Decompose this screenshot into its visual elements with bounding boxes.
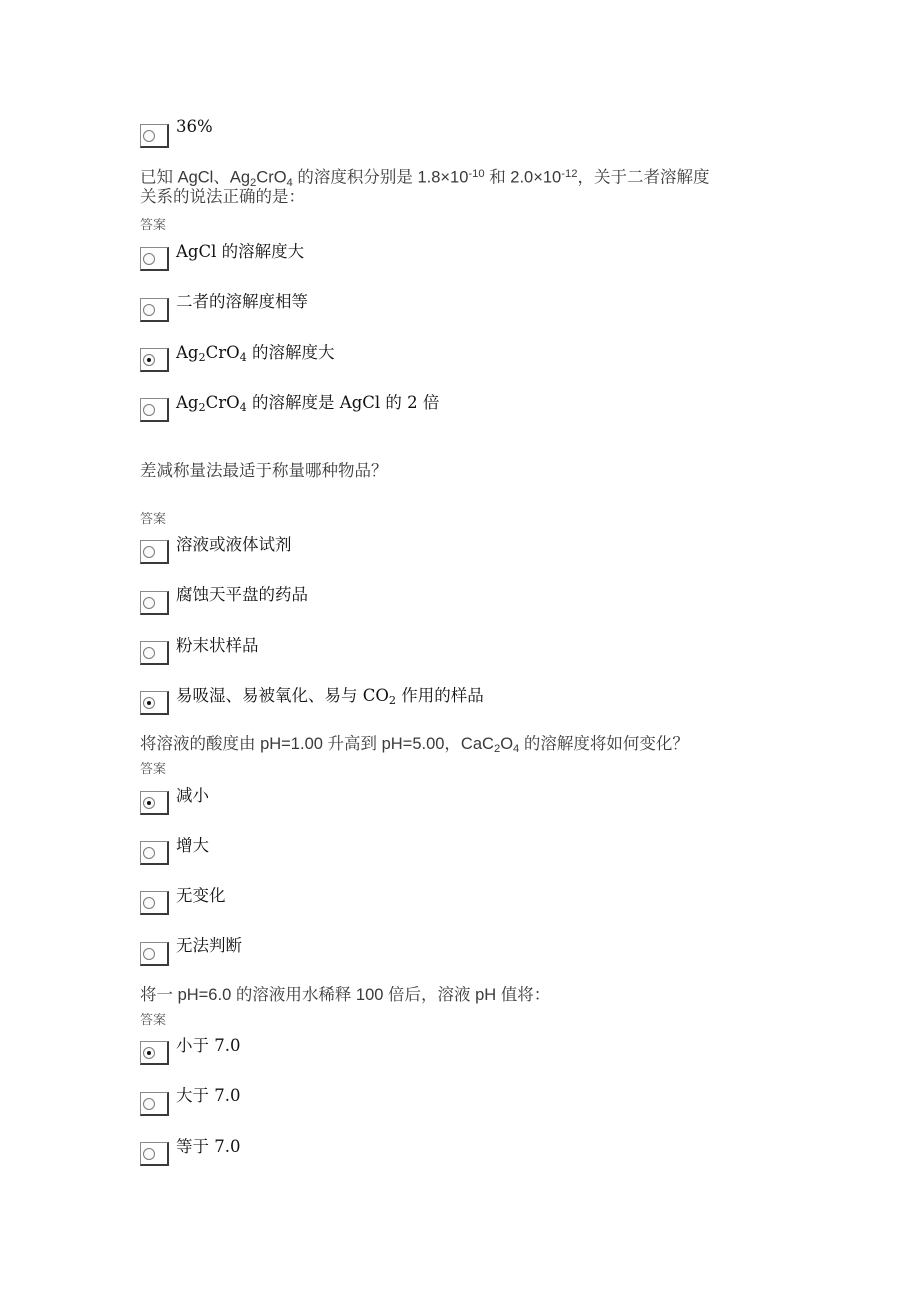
q4-option-2-box[interactable] [140,1092,169,1116]
q3-option-3-box[interactable] [140,891,169,915]
radio-button[interactable] [143,130,155,142]
q3-option-2-label: 增大 [176,836,209,855]
q1-option-2-label: 二者的溶解度相等 [176,292,308,311]
radio-button[interactable] [143,1148,155,1160]
question-2-text: 差减称量法最适于称量哪种物品？ [140,462,388,480]
radio-button[interactable] [143,253,155,265]
q2-option-2-box[interactable] [140,591,169,615]
radio-button[interactable] [143,797,155,809]
q2-option-3-label: 粉末状样品 [176,636,259,655]
q2-option-4-box[interactable] [140,691,169,715]
answer-label: 答案 [140,511,167,526]
option-36-percent-box[interactable] [140,124,169,148]
option-36-percent-label: 36% [176,117,213,136]
q3-option-2-box[interactable] [140,841,169,865]
radio-button[interactable] [143,354,155,366]
radio-button[interactable] [143,1098,155,1110]
radio-button[interactable] [143,546,155,558]
radio-button[interactable] [143,1047,155,1059]
q1-option-1-label: AgCl 的溶解度大 [176,242,305,261]
q2-option-4-label: 易吸湿、易被氧化、易与 $CO_2$ 作用的样品 [176,686,484,708]
q3-option-4-label: 无法判断 [176,936,242,955]
q2-option-1-label: 溶液或液体试剂 [176,535,292,554]
q2-option-3-box[interactable] [140,641,169,665]
answer-label: 答案 [140,1012,167,1027]
q4-option-3-box[interactable] [140,1142,169,1166]
q2-option-1-box[interactable] [140,540,169,564]
radio-button[interactable] [143,647,155,659]
q1-option-2-box[interactable] [140,298,169,322]
radio-button[interactable] [143,847,155,859]
q3-option-3-label: 无变化 [176,886,226,905]
question-1-line-1: 已知 AgCl、$Ag_2CrO_4$ 的溶度积分别是 $1.8\times 10^{-10}$ 和 $2.0\times 10^{-12}$，关于二者溶解度 [140,168,710,189]
q3-option-1-label: 减小 [176,786,209,805]
radio-button[interactable] [143,404,155,416]
answer-label: 答案 [140,217,167,232]
q1-option-4-label: $Ag_2CrO_4$ 的溶解度是 AgCl 的 2 倍 [176,393,440,415]
q1-option-4-box[interactable] [140,398,169,422]
question-4-text: 将一 pH=6.0 的溶液用水稀释 100 倍后，溶液 pH 值将： [140,986,551,1004]
radio-button[interactable] [143,304,155,316]
q2-option-2-label: 腐蚀天平盘的药品 [176,585,308,604]
answer-label: 答案 [140,761,167,776]
question-1-line-2: 关系的说法正确的是： [140,188,305,206]
q4-option-1-label: 小于 7.0 [176,1036,241,1055]
radio-button[interactable] [143,897,155,909]
q4-option-1-box[interactable] [140,1041,169,1065]
radio-button[interactable] [143,697,155,709]
radio-button[interactable] [143,948,155,960]
q1-option-3-box[interactable] [140,348,169,372]
q1-option-3-label: $Ag_2CrO_4$ 的溶解度大 [176,343,335,365]
question-3-text: 将溶液的酸度由 pH=1.00 升高到 pH=5.00，$CaC_2O_4$ 的溶解度将如何变化？ [140,735,689,756]
q1-option-1-box[interactable] [140,247,169,271]
q4-option-2-label: 大于 7.0 [176,1086,241,1105]
q3-option-1-box[interactable] [140,791,169,815]
q3-option-4-box[interactable] [140,942,169,966]
q4-option-3-label: 等于 7.0 [176,1137,241,1156]
radio-button[interactable] [143,597,155,609]
